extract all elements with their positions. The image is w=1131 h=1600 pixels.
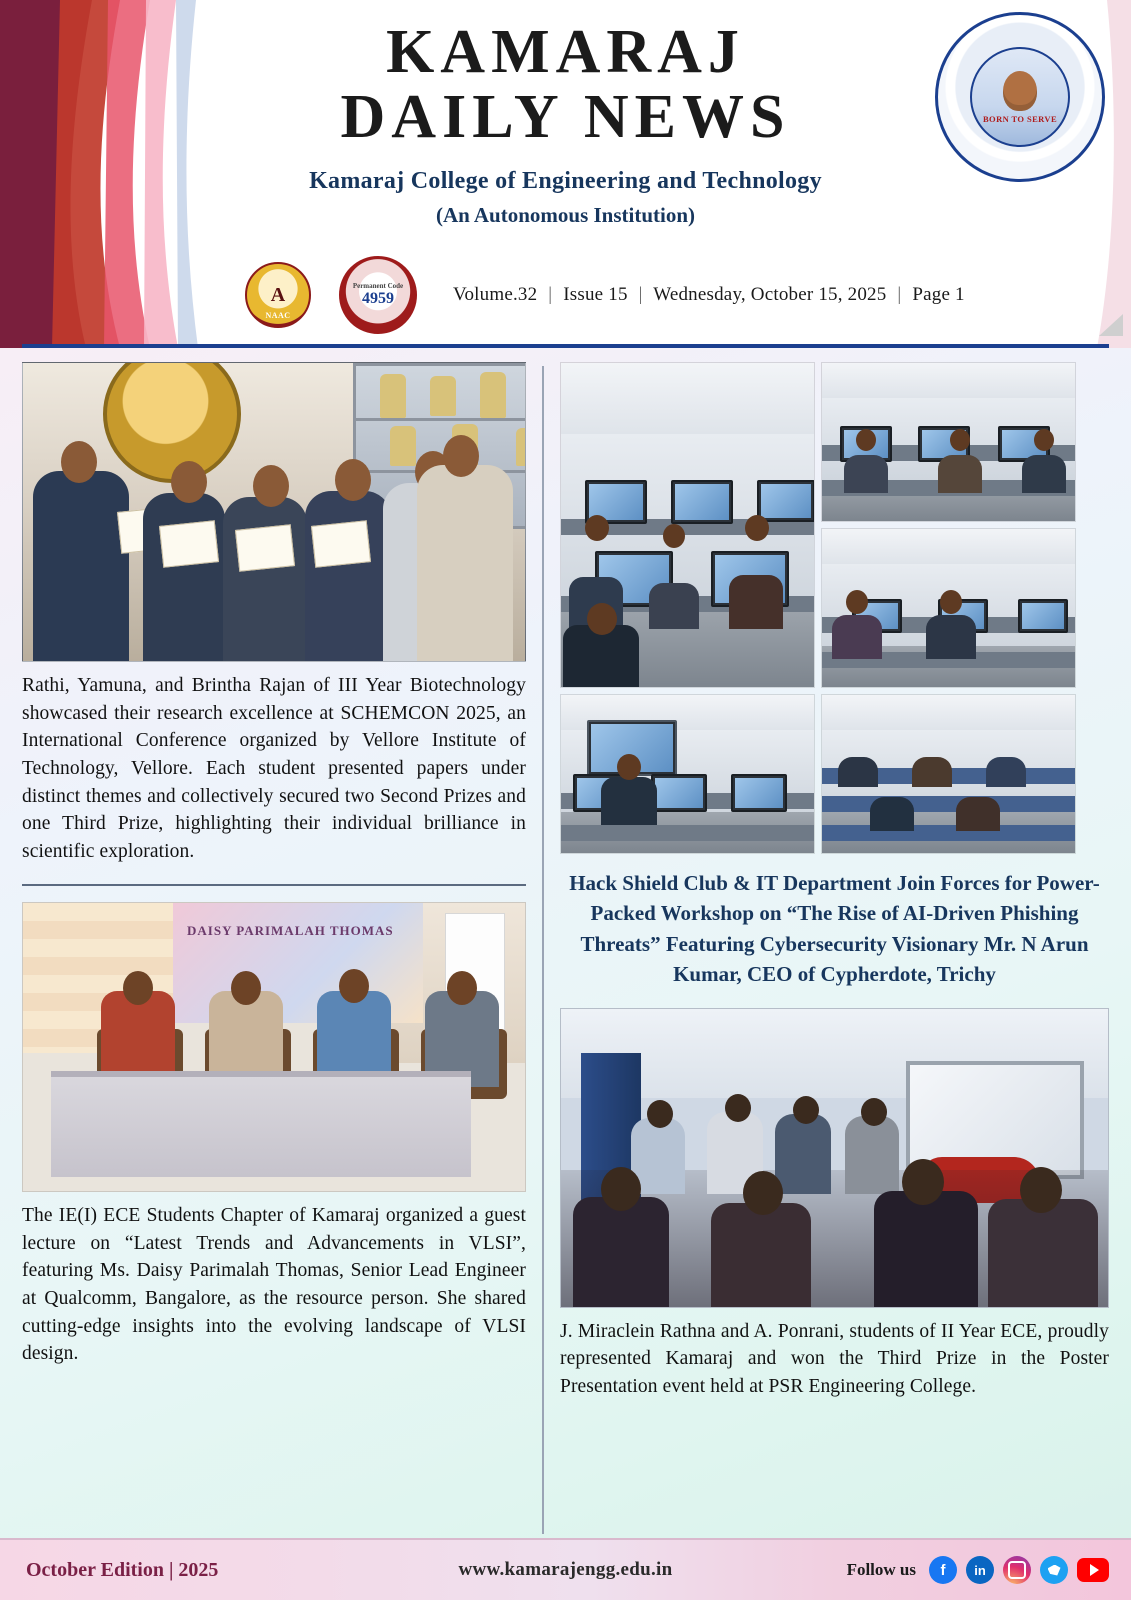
workshop-photo-seminar-2 [821, 694, 1076, 854]
schemcon-award-photo [22, 362, 526, 662]
photo-person-head [447, 971, 477, 1005]
masthead [0, 0, 1131, 348]
autonomous-badge-mid: Permanent Code [352, 282, 404, 291]
workshop-photo-lab-2 [821, 528, 1076, 688]
certificate-prop [311, 520, 371, 568]
vlsi-backdrop-text: DAISY PARIMALAH THOMAS [187, 922, 394, 938]
photo-person [33, 471, 129, 661]
photo-person-head [339, 969, 369, 1003]
photo-person-head [123, 971, 153, 1005]
poster-presentation-photo [560, 1008, 1109, 1308]
schemcon-caption: Rathi, Yamuna, and Brintha Rajan of III Year Biotechnology showcased their research excellence at SCHEMCON 2025, an International Conference organized by Vellore Institute of Technology, Vellore. Each student presented papers under distinct themes and collectively secured two Second Prizes and one Third Prize, highlighting their individual brilliance in scientific exploration. [22, 675, 526, 863]
photo-person [711, 1203, 811, 1307]
naac-label: NAAC [265, 311, 291, 320]
issue-sep-2: | [638, 284, 643, 305]
photo-person [845, 1116, 899, 1194]
photo-person-head [601, 1167, 641, 1211]
facebook-icon[interactable]: f [929, 1556, 957, 1584]
paper-title-line1: KAMARAJ [386, 18, 745, 86]
content-area [0, 348, 1131, 1538]
photo-person-head [647, 1100, 673, 1128]
twitter-glyph [1048, 1565, 1061, 1576]
footer-social-block [801, 1556, 1131, 1584]
page-fold-decoration [1099, 314, 1123, 336]
follow-us-label: Follow us [846, 1560, 916, 1579]
autonomous-note: (An Autonomous Institution) [435, 203, 696, 228]
naac-grade: A [270, 284, 286, 306]
certificate-prop [235, 524, 295, 572]
photo-person [573, 1197, 669, 1307]
youtube-play-glyph [1090, 1564, 1099, 1576]
footer [0, 1538, 1131, 1600]
hack-shield-workshop-collage [560, 362, 1109, 854]
vlsi-dais-table [51, 1071, 471, 1177]
twitter-icon[interactable] [1040, 1556, 1068, 1584]
left-column-divider [22, 884, 526, 886]
photo-person-head [253, 465, 289, 507]
autonomous-badge-number: 4959 [362, 289, 394, 307]
photo-person-head [743, 1171, 783, 1215]
volume-text: Volume.32 [453, 284, 538, 305]
instagram-icon[interactable] [1003, 1556, 1031, 1584]
right-column [544, 362, 1109, 1538]
photo-person [143, 493, 225, 661]
poster-presentation-caption: J. Miraclein Rathna and A. Ponrani, students of II Year ECE, proudly represented Kamaraj and won the Third Prize in the Poster Presentation event held at PSR Engineering College. [560, 1320, 1109, 1398]
issue-sep-3: | [897, 284, 902, 305]
autonomous-badge [339, 256, 417, 334]
photo-person-head [725, 1094, 751, 1122]
vlsi-guest-lecture-photo [22, 902, 526, 1192]
photo-person-head [443, 435, 479, 477]
paper-title-line2: DAILY NEWS [340, 83, 791, 152]
logo-motto: BORN TO SERVE [982, 113, 1058, 124]
workshop-photo-seminar-1 [560, 694, 815, 854]
photo-person-head [793, 1096, 819, 1124]
photo-person-head [1020, 1167, 1062, 1213]
date-text: Wednesday, October 15, 2025 [653, 284, 887, 305]
photo-person [988, 1199, 1098, 1307]
photo-person [775, 1114, 831, 1194]
workshop-photo-lab-1 [821, 362, 1076, 522]
workshop-photo-lab-large [560, 362, 815, 688]
page-number-text: Page 1 [912, 284, 965, 305]
linkedin-icon[interactable]: in [966, 1556, 994, 1584]
issue-text: Issue 15 [563, 284, 628, 305]
photo-person-head [902, 1159, 944, 1205]
hack-shield-headline: Hack Shield Club & IT Department Join Forces for Power-Packed Workshop on “The Rise of AI-Driven Phishing Threats” Featuring Cybersecurity Visionary Mr. N Arun Kumar, CEO of Cypherdote, Trichy [569, 871, 1100, 987]
instagram-glyph [1008, 1561, 1026, 1579]
left-column [22, 362, 542, 1538]
footer-website[interactable]: www.kamarajengg.edu.in [458, 1559, 673, 1580]
vlsi-caption: The IE(I) ECE Students Chapter of Kamaraj organized a guest lecture on “Latest Trends and Advancements in VLSI”, featuring Ms. Daisy Parimalah Thomas, Senior Lead Engineer at Qualcomm, Bangalore, as the resource person. She shared cutting-edge insights into the evolving landscape of VLSI design. [22, 1204, 526, 1365]
photo-person-head [335, 459, 371, 501]
issue-line [453, 284, 965, 306]
photo-person-head [231, 971, 261, 1005]
leader-portrait-icon [1003, 71, 1037, 111]
naac-badge [245, 262, 311, 328]
photo-person [223, 497, 307, 661]
photo-person-head [61, 441, 97, 483]
photo-person [417, 465, 513, 661]
college-logo [935, 12, 1105, 182]
certificate-prop [159, 520, 219, 568]
photo-person-head [861, 1098, 887, 1126]
college-name: Kamaraj College of Engineering and Technology [309, 168, 822, 195]
youtube-icon[interactable] [1077, 1558, 1109, 1582]
accreditation-row [0, 256, 1131, 334]
photo-person [874, 1191, 978, 1307]
issue-sep-1: | [548, 284, 553, 305]
footer-edition: October Edition | 2025 [26, 1558, 219, 1581]
photo-person [305, 491, 391, 661]
college-logo-inner [970, 47, 1070, 147]
photo-person-head [171, 461, 207, 503]
